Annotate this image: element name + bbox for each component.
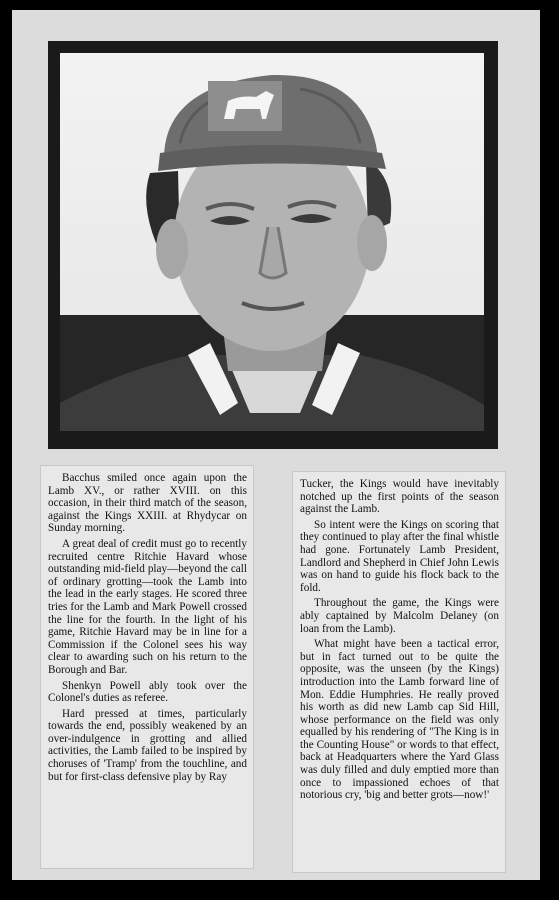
article-paragraph: Tucker, the Kings would have inevitably notched up the first points of the season against the Lamb. — [300, 478, 499, 516]
article-paragraph: Throughout the game, the Kings were ably captained by Malcolm Delaney (on loan from the Lamb). — [300, 597, 499, 635]
article-column-left — [41, 466, 253, 868]
article-paragraph: Shenkyn Powell ably took over the Colonel's duties as referee. — [48, 679, 247, 705]
portrait-photo — [60, 53, 484, 431]
article-paragraph: A great deal of credit must go to recently recruited centre Ritchie Havard whose outstanding mid-field play—beyond the call of ordinary grotting—took the Lamb into the lead in the early stages. He scored three tries for the Lamb and Mark Powell crossed the line for the fourth. In the light of his game, Ritchie Havard may be in line for a Commission if the Colonel sees his way clear to awarding such on his return to the Borough and Bar. — [48, 537, 247, 676]
article-paragraph: What might have been a tactical error, but in fact turned out to be quite the opposite, was the unseen (by the Kings) introduction into the Lamb forward line of Mon. Eddie Humphries. He really proved his worth as did new Lamb cap Sid Hill, whose performance on the field was only equalled by his rendering of "The King is in the Counting House" or words to that effect, back at Headquarters where the Yard Glass was duly filled and duly emptied more than once to impassioned echoes of that notorious cry, 'big and better grots—now!' — [300, 638, 499, 802]
scrapbook-page — [12, 10, 540, 880]
article-column-right — [293, 472, 505, 872]
article-paragraph: Hard pressed at times, particularly towards the end, possibly weakened by an over-indulgence in grotting and allied activities, the Lamb failed to be inspired by choruses of 'Tramp' from the touchline, and but for first-class defensive play by Ray — [48, 707, 247, 783]
lamb-badge-icon — [208, 81, 282, 131]
photo-frame — [48, 41, 498, 449]
portrait-illustration — [60, 53, 484, 431]
article-paragraph: Bacchus smiled once again upon the Lamb XV., or rather XVIII. on this occasion, in their third match of the season, against the Kings XXIII. at Rhydycar on Sunday morning. — [48, 472, 247, 535]
article-paragraph: So intent were the Kings on scoring that they continued to play after the final whistle had gone. Fortunately Lamb President, Landlord and Shepherd in Chief John Lewis was on hand to guide his flock back to the fold. — [300, 518, 499, 594]
